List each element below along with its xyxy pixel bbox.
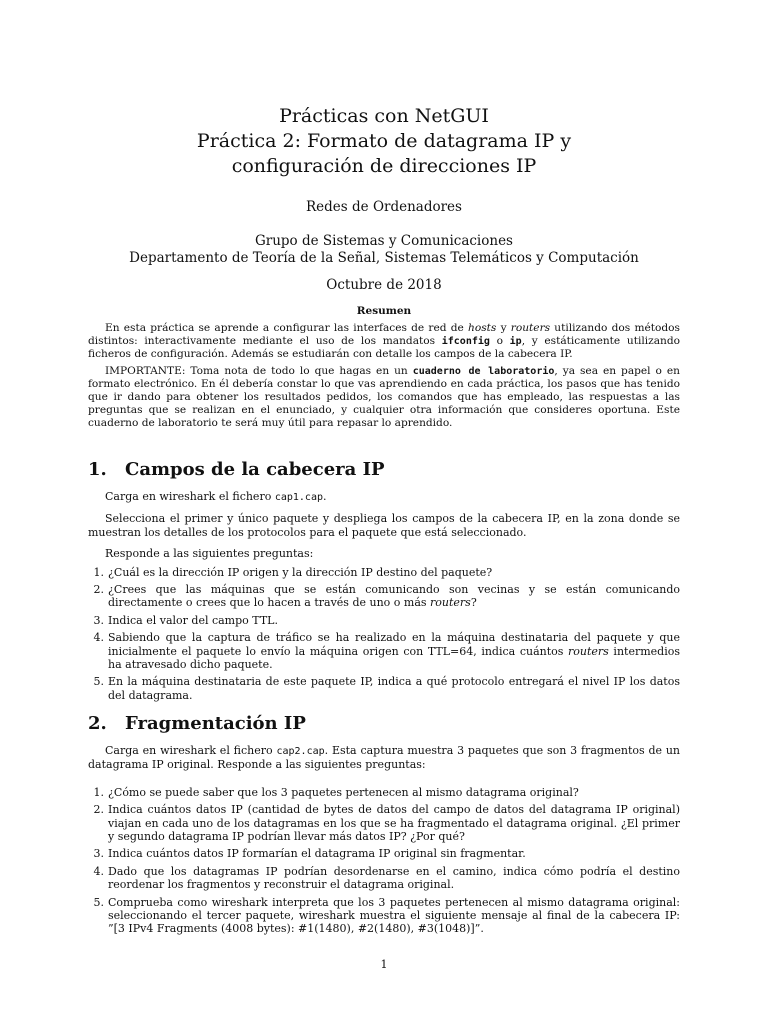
- list-item: 4. Sabiendo que la captura de tráfico se ha realizado en la máquina destinataria del paquete y que inicialmente el paquete lo envío la máquina origen con TTL=64, indica cuántos routers intermedios ha atravesado dicho paquete.: [93, 631, 680, 672]
- list-item: 3. Indica el valor del campo TTL.: [93, 613, 278, 627]
- page-number: 1: [380, 958, 388, 971]
- section-1-body: [88, 490, 680, 706]
- list-item: 5. Comprueba como wireshark interpreta que los 3 paquetes pertenecen al mismo datagrama original: seleccionando el tercer paquete, wireshark muestra el siguiente mensaje al final de la cabecera IP: ”[3 IPv4 Fragments (4008 bytes): #1(1480), #2(1480), #3(1048)]”.: [93, 895, 680, 936]
- abstract-paragraph-2: IMPORTANTE: Toma nota de todo lo que hagas en un cuaderno de laboratorio, ya sea en papel o en formato electrónico. En él debería constar lo que vas aprendiendo en cada práctica, los pasos que has tenido que ir dando para obtener los resultados pedidos, los comandos que has empleado, las respuestas a las preguntas que se realizan en el enunciado, y cualquier otra información que consideres oportuna. Este cuaderno de laboratorio te será muy útil para repasar lo aprendido.: [88, 364, 680, 430]
- section-1-paragraph-1: Carga en wireshark el fichero cap1.cap.: [105, 490, 327, 503]
- section-2-body: [88, 744, 680, 940]
- abstract-paragraph-1: En esta práctica se aprende a configurar las interfaces de red de hosts y routers utilizando dos métodos distintos: interactivamente mediante el uso de los mandatos ifconfig o ip, y estáticamente utilizando ficheros de configuración. Además se estudiarán con detalle los campos de la cabecera IP.: [88, 322, 680, 361]
- section-2-heading: 2. Fragmentación IP: [88, 713, 306, 734]
- list-item: 1. ¿Cuál es la dirección IP origen y la dirección IP destino del paquete?: [93, 565, 493, 579]
- section-1-paragraph-2: Selecciona el primer y único paquete y despliega los campos de la cabecera IP, en la zona donde se muestran los detalles de los protocolos para el paquete que está seleccionado.: [88, 512, 680, 539]
- section-1-heading: 1. Campos de la cabecera IP: [88, 459, 385, 480]
- course-name: Redes de Ordenadores: [306, 199, 462, 215]
- section-2-paragraph-1: Carga en wireshark el fichero cap2.cap. Esta captura muestra 3 paquetes que son 3 fragmentos de un datagrama IP original. Responde a las siguientes preguntas:: [88, 744, 680, 772]
- section-1-question-list: [88, 566, 680, 703]
- section-2-question-list: [88, 786, 680, 936]
- author-department: Departamento de Teoría de la Señal, Sistemas Telemáticos y Computación: [129, 250, 639, 266]
- list-item: 4. Dado que los datagramas IP podrían desordenarse en el camino, indica cómo podría el destino reordenar los fragmentos y reconstruir el datagrama original.: [93, 864, 680, 892]
- list-item: 3. Indica cuántos datos IP formarían el datagrama IP original sin fragmentar.: [93, 847, 526, 861]
- author-group: Grupo de Sistemas y Comunicaciones: [254, 233, 513, 249]
- document-title: [0, 104, 768, 179]
- abstract-heading: Resumen: [356, 305, 412, 317]
- abstract: [88, 322, 680, 431]
- title-line-3: configuración de direcciones IP: [231, 155, 537, 177]
- title-line-1: Prácticas con NetGUI: [279, 105, 489, 127]
- list-item: 2. ¿Crees que las máquinas que se están comunicando son vecinas y se están comunicando directamente o crees que lo hacen a través de uno o más routers?: [93, 583, 680, 610]
- title-line-2: Práctica 2: Formato de datagrama IP y: [196, 130, 572, 152]
- document-date: Octubre de 2018: [326, 277, 442, 293]
- list-item: 1. ¿Cómo se puede saber que los 3 paquetes pertenecen al mismo datagrama original?: [93, 785, 579, 799]
- list-item: 2. Indica cuántos datos IP (cantidad de bytes de datos del campo de datos del datagrama IP original) viajan en cada uno de los datagramas en los que se ha fragmentado el datagrama original. ¿El primer y segundo datagrama IP podrían llevar más datos IP? ¿Por qué?: [93, 803, 680, 844]
- list-item: 5. En la máquina destinataria de este paquete IP, indica a qué protocolo entregará el nivel IP los datos del datagrama.: [93, 675, 680, 702]
- section-1-paragraph-3: Responde a las siguientes preguntas:: [105, 547, 314, 561]
